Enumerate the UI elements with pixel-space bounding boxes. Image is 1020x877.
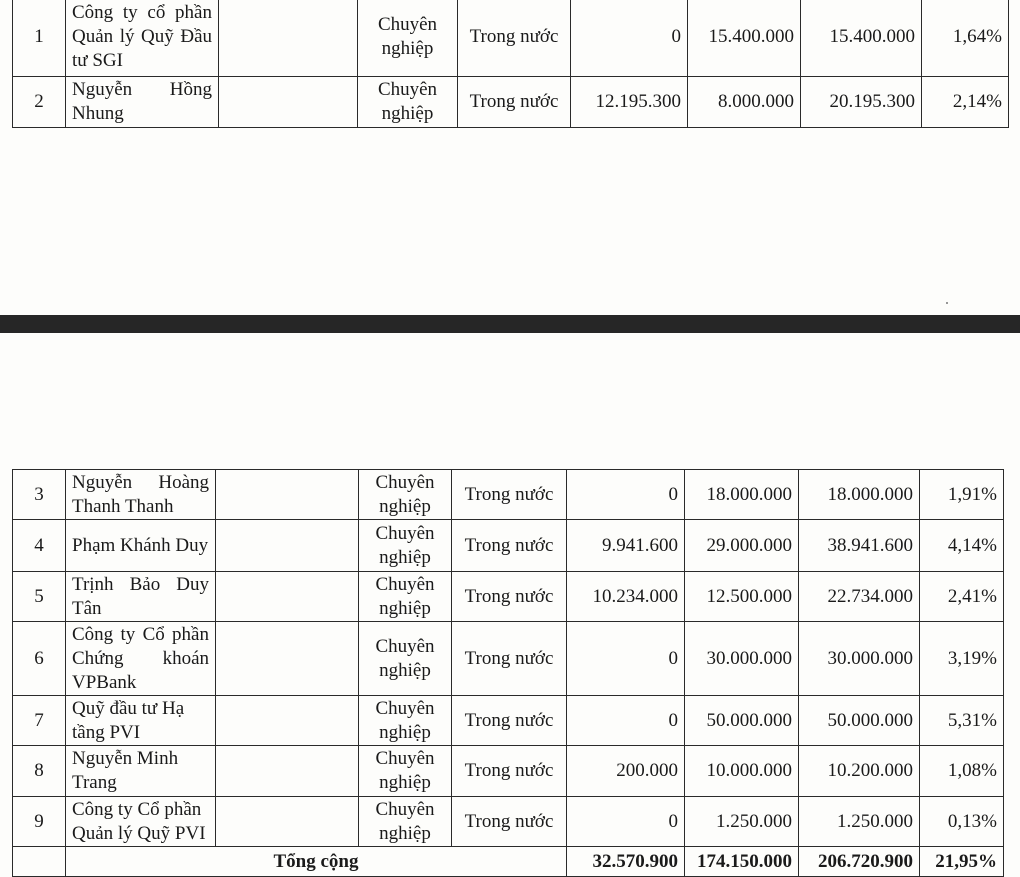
shares-before: 200.000: [567, 746, 685, 797]
investor-location: Trong nước: [458, 0, 571, 77]
shares-after: 10.200.000: [799, 746, 920, 797]
total-after: 206.720.900: [799, 847, 920, 877]
blank-cell: [219, 0, 358, 77]
shareholder-table-top: [12, 0, 1009, 128]
shares-after: 15.400.000: [801, 0, 922, 77]
investor-location: Trong nước: [452, 797, 567, 847]
blank-cell: [216, 572, 359, 622]
investor-name: Nguyễn Minh Trang: [66, 746, 216, 797]
investor-type: Chuyên nghiệp: [359, 797, 452, 847]
ownership-ratio: 2,14%: [922, 77, 1009, 128]
row-number: 6: [13, 622, 66, 696]
shares-traded: 18.000.000: [685, 470, 799, 520]
blank-cell: [216, 470, 359, 520]
table-row: [13, 797, 1004, 847]
shares-traded: 12.500.000: [685, 572, 799, 622]
row-number: 4: [13, 520, 66, 572]
blank-cell: [216, 520, 359, 572]
row-number: 3: [13, 470, 66, 520]
blank-cell: [216, 797, 359, 847]
investor-name: Nguyễn Hoàng Thanh Thanh: [66, 470, 216, 520]
investor-type: Chuyên nghiệp: [359, 520, 452, 572]
row-number: 2: [13, 77, 66, 128]
ownership-ratio: 1,08%: [920, 746, 1004, 797]
shares-traded: 1.250.000: [685, 797, 799, 847]
row-number: 9: [13, 797, 66, 847]
shares-before: 0: [567, 797, 685, 847]
blank-cell: [13, 847, 66, 877]
investor-name: Công ty cổ phần Quản lý Quỹ Đầu tư SGI: [66, 0, 219, 77]
investor-location: Trong nước: [452, 572, 567, 622]
investor-name: Quỹ đầu tư Hạ tầng PVI: [66, 696, 216, 746]
ownership-ratio: 2,41%: [920, 572, 1004, 622]
table-row: [13, 520, 1004, 572]
investor-type: Chuyên nghiệp: [358, 0, 458, 77]
shares-traded: 50.000.000: [685, 696, 799, 746]
investor-type: Chuyên nghiệp: [359, 696, 452, 746]
blank-cell: [216, 746, 359, 797]
ownership-ratio: 0,13%: [920, 797, 1004, 847]
total-label: Tổng cộng: [66, 847, 567, 877]
total-traded: 174.150.000: [685, 847, 799, 877]
ownership-ratio: 3,19%: [920, 622, 1004, 696]
shares-before: 0: [567, 470, 685, 520]
total-ratio: 21,95%: [920, 847, 1004, 877]
shareholder-table-bottom: [12, 469, 1004, 877]
investor-name: Trịnh Bảo Duy Tân: [66, 572, 216, 622]
row-number: 1: [13, 0, 66, 77]
investor-name: Công ty Cổ phần Quản lý Quỹ PVI: [66, 797, 216, 847]
row-number: 7: [13, 696, 66, 746]
investor-type: Chuyên nghiệp: [359, 572, 452, 622]
shares-before: 9.941.600: [567, 520, 685, 572]
shares-after: 1.250.000: [799, 797, 920, 847]
shares-after: 18.000.000: [799, 470, 920, 520]
table-row: [13, 470, 1004, 520]
shares-after: 20.195.300: [801, 77, 922, 128]
shares-after: 50.000.000: [799, 696, 920, 746]
investor-type: Chuyên nghiệp: [358, 77, 458, 128]
ownership-ratio: 1,91%: [920, 470, 1004, 520]
blank-cell: [219, 77, 358, 128]
table-row: [13, 746, 1004, 797]
investor-type: Chuyên nghiệp: [359, 470, 452, 520]
shares-traded: 8.000.000: [688, 77, 801, 128]
shares-traded: 29.000.000: [685, 520, 799, 572]
scan-speck: [946, 302, 948, 304]
investor-location: Trong nước: [452, 520, 567, 572]
table-row: [13, 622, 1004, 696]
investor-name: Phạm Khánh Duy: [66, 520, 216, 572]
ownership-ratio: 5,31%: [920, 696, 1004, 746]
shares-after: 30.000.000: [799, 622, 920, 696]
shares-after: 38.941.600: [799, 520, 920, 572]
shares-before: 0: [567, 622, 685, 696]
investor-type: Chuyên nghiệp: [359, 622, 452, 696]
shares-traded: 15.400.000: [688, 0, 801, 77]
table-row: [13, 0, 1009, 77]
investor-location: Trong nước: [452, 470, 567, 520]
ownership-ratio: 1,64%: [922, 0, 1009, 77]
row-number: 5: [13, 572, 66, 622]
shares-before: 12.195.300: [571, 77, 688, 128]
page-break-divider: [0, 315, 1020, 333]
shares-before: 0: [571, 0, 688, 77]
investor-name: Công ty Cổ phần Chứng khoán VPBank: [66, 622, 216, 696]
table-row: [13, 77, 1009, 128]
investor-name: Nguyễn Hồng Nhung: [66, 77, 219, 128]
blank-cell: [216, 696, 359, 746]
investor-location: Trong nước: [452, 746, 567, 797]
investor-type: Chuyên nghiệp: [359, 746, 452, 797]
investor-location: Trong nước: [452, 696, 567, 746]
ownership-ratio: 4,14%: [920, 520, 1004, 572]
total-row: [13, 847, 1004, 877]
shares-before: 10.234.000: [567, 572, 685, 622]
total-before: 32.570.900: [567, 847, 685, 877]
investor-location: Trong nước: [458, 77, 571, 128]
shares-traded: 10.000.000: [685, 746, 799, 797]
row-number: 8: [13, 746, 66, 797]
blank-cell: [216, 622, 359, 696]
shares-traded: 30.000.000: [685, 622, 799, 696]
table-row: [13, 696, 1004, 746]
shares-after: 22.734.000: [799, 572, 920, 622]
investor-location: Trong nước: [452, 622, 567, 696]
table-row: [13, 572, 1004, 622]
shares-before: 0: [567, 696, 685, 746]
